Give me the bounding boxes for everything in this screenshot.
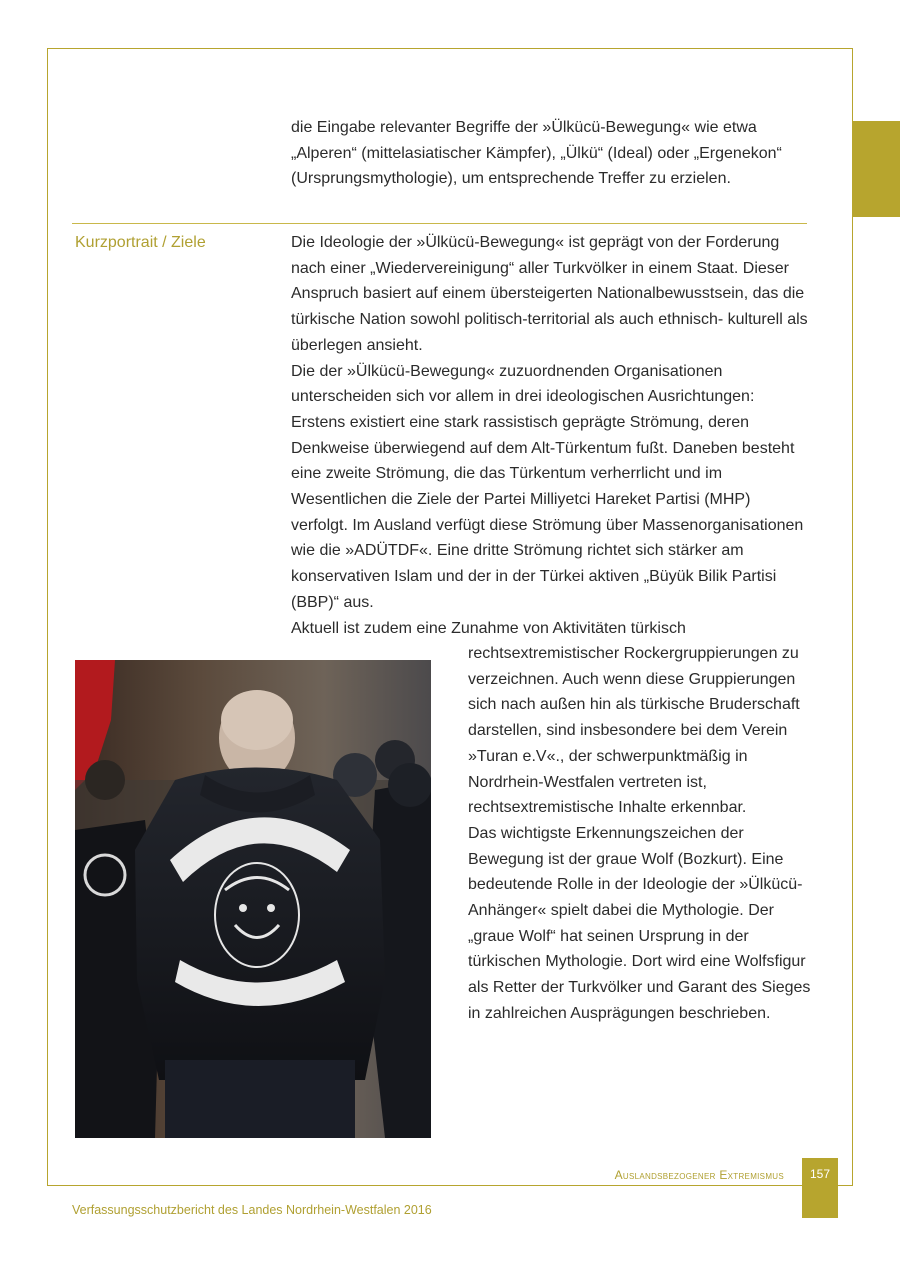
photo-turan-jacket [75,660,431,1138]
paragraph-organisations: Die der »Ülkücü-Bewegung« zuzuordnenden Organisationen unterscheiden sich vor allem in drei ideologischen Ausrichtungen: Erstens existiert eine stark rassistisch geprägte Strömung, deren Denkweise überwiegend auf dem Alt-Türkentum fußt. Daneben besteht eine zweite Strömung, die das Türkentum verherrlicht und im Wesentlichen die Ziele der Partei Milliyetci Hareket Partisi (MHP) verfolgt. Im Ausland verfügt diese Strömung über Massenorganisationen wie die »ADÜTDF«. Eine dritte Strömung richtet sich stärker am konservativen Islam und der in der Türkei aktiven „Büyük Bilik Partisi (BBP)“ aus. [291,362,804,611]
page-number: 157 [809,1167,831,1181]
photo-illustration [75,660,431,1138]
paragraph-grey-wolf: Das wichtigste Erkennungszeichen der Bewegung ist der graue Wolf (Bozkurt). Eine bedeutende Rolle in der Ideologie der »Ülkücü-Anhänger« spielt dabei die Mythologie. Der „graue Wolf“ hat seinen Ursprung in der türkischen Mythologie. Dort wird eine Wolfsfigur als Retter der Turkvölker und Garant des Sieges in zahlreichen Ausprägungen beschrieben. [468,824,811,1022]
paragraph-current: Aktuell ist zudem eine Zunahme von Aktivitäten türkisch [291,619,686,637]
section-label: Kurzportrait / Ziele [75,234,206,251]
section-divider [72,223,807,224]
right-text [468,641,818,1027]
page-number-box [802,1158,838,1218]
paragraph-rocker-groups: rechtsextremistischer Rockergruppierungen zu verzeichnen. Auch wenn diese Gruppierungen sich nach außen hin als türkische Bruderschaft darstellen, sind insbesondere bei dem Verein »Turan e.V«., der schwerpunktmäßig in Nordrhein-Westfalen vertreten ist, rechtsextremistische Inhalte erkennbar. [468,645,800,817]
intro-paragraph: die Eingabe relevanter Begriffe der »Ülkücü-Bewegung« wie etwa „Alperen“ (mittelasiatischer Kämpfer), „Ülkü“ (Ideal) oder „Ergenekon“ (Ursprungsmythologie), um entsprechende Treffer zu erzielen. [291,119,782,188]
chapter-tab [853,121,900,217]
footer-section-title: Auslandsbezogener Extremismus [614,1168,784,1182]
main-text [291,230,811,641]
publication-title: Verfassungsschutzbericht des Landes Nordrhein-Westfalen 2016 [72,1203,432,1217]
paragraph-ideology: Die Ideologie der »Ülkücü-Bewegung« ist geprägt von der Forderung nach einer „Wiedervereinigung“ aller Turkvölker in einem Staat. Dieser Anspruch basiert auf einem übersteigerten Nationalbewusstsein, das die türkische Nation sowohl politisch-territorial als auch ethnisch- kulturell als überlegen ansieht. [291,234,808,354]
